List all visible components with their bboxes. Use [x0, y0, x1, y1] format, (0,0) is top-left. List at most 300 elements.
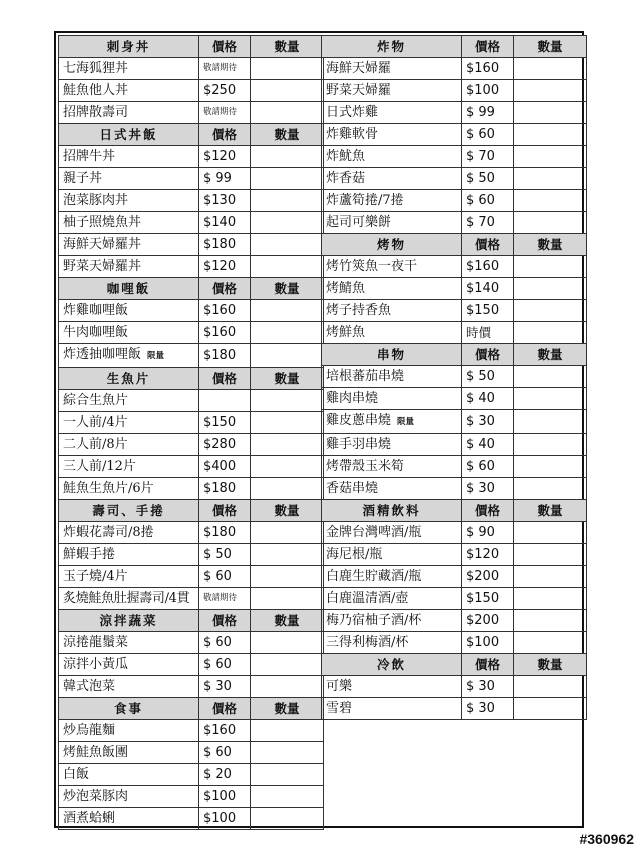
item-name-text: 炸雞咖哩飯	[63, 303, 129, 318]
item-price: $280	[199, 434, 251, 456]
item-name-text: 三得利梅酒/杯	[326, 635, 409, 650]
item-price: $130	[199, 190, 251, 212]
quantity-field[interactable]	[514, 168, 587, 190]
price-column-header: 價格	[199, 500, 251, 522]
item-name	[59, 742, 199, 764]
item-name-text: 雞手羽串燒	[326, 437, 392, 452]
item-name	[322, 300, 462, 322]
quantity-field[interactable]	[514, 300, 587, 322]
quantity-field[interactable]	[251, 322, 324, 344]
section-header	[59, 36, 324, 58]
item-price: $140	[462, 278, 514, 300]
quantity-field[interactable]	[514, 676, 587, 698]
item-name	[322, 212, 462, 234]
item-name	[322, 256, 462, 278]
menu-item-row	[59, 344, 324, 368]
quantity-field[interactable]	[251, 234, 324, 256]
menu-item-row	[59, 168, 324, 190]
menu-item-row	[59, 80, 324, 102]
item-name	[59, 300, 199, 322]
item-name-text: 涼捲龍鬚菜	[63, 635, 129, 650]
section-header	[322, 234, 587, 256]
item-price: $ 50	[462, 168, 514, 190]
item-name	[59, 80, 199, 102]
item-price: $400	[199, 456, 251, 478]
menu-item-row	[322, 698, 587, 720]
quantity-column-header: 數量	[514, 500, 587, 522]
menu-order-sheet	[54, 31, 584, 828]
item-price: $ 60	[462, 190, 514, 212]
menu-item-row	[322, 366, 587, 388]
item-price: $ 60	[199, 632, 251, 654]
item-name	[322, 544, 462, 566]
quantity-field[interactable]	[514, 698, 587, 720]
quantity-field[interactable]	[514, 478, 587, 500]
item-name-text: 烤帶殼玉米筍	[326, 459, 405, 474]
item-price: $100	[199, 786, 251, 808]
item-name-text: 烤鮭魚飯團	[63, 745, 129, 760]
item-name	[322, 522, 462, 544]
item-price: $ 30	[199, 676, 251, 698]
quantity-field[interactable]	[251, 344, 324, 368]
quantity-column-header: 數量	[251, 36, 324, 58]
item-name	[59, 456, 199, 478]
item-name	[59, 478, 199, 500]
menu-item-row	[322, 168, 587, 190]
item-price: $ 99	[199, 168, 251, 190]
item-name-text: 涼拌小黃瓜	[63, 657, 129, 672]
menu-item-row	[59, 234, 324, 256]
item-name-text: 日式炸雞	[326, 105, 379, 120]
item-name	[322, 566, 462, 588]
item-name-text: 海鮮天婦羅	[326, 61, 392, 76]
item-name-text: 海尼根/瓶	[326, 547, 383, 562]
item-price: $180	[199, 478, 251, 500]
item-price: $160	[462, 58, 514, 80]
item-price: $ 50	[199, 544, 251, 566]
menu-item-row	[59, 676, 324, 698]
quantity-field[interactable]	[514, 322, 587, 344]
price-column-header: 價格	[199, 610, 251, 632]
item-name-text: 白鹿生貯藏酒/瓶	[326, 569, 422, 584]
item-name-text: 招牌牛丼	[63, 149, 116, 164]
section-header	[59, 500, 324, 522]
item-price: $150	[462, 300, 514, 322]
quantity-field[interactable]	[514, 388, 587, 410]
quantity-field[interactable]	[251, 168, 324, 190]
item-name	[59, 58, 199, 80]
menu-item-row	[322, 102, 587, 124]
item-name-text: 白鹿溫清酒/壺	[326, 591, 409, 606]
item-price: $ 60	[462, 124, 514, 146]
item-price: $ 60	[462, 456, 514, 478]
quantity-field[interactable]	[514, 566, 587, 588]
quantity-field[interactable]	[514, 366, 587, 388]
quantity-field[interactable]	[514, 588, 587, 610]
item-name	[59, 808, 199, 830]
item-price: $ 20	[199, 764, 251, 786]
item-name	[322, 632, 462, 654]
item-name-text: 梅乃宿柚子酒/杯	[326, 613, 422, 628]
item-name-text: 鮮蝦手捲	[63, 547, 116, 562]
item-price: $250	[199, 80, 251, 102]
item-name-text: 玉子燒/4片	[63, 569, 128, 584]
quantity-field[interactable]	[251, 522, 324, 544]
quantity-field[interactable]	[251, 456, 324, 478]
menu-item-row	[322, 80, 587, 102]
item-price: $ 70	[462, 146, 514, 168]
item-price: $100	[462, 632, 514, 654]
section-title: 壽司、手捲	[59, 500, 199, 522]
item-name-text: 炸蘆筍捲/7捲	[326, 193, 404, 208]
menu-item-row	[59, 300, 324, 322]
item-name	[59, 764, 199, 786]
menu-item-row	[59, 102, 324, 124]
quantity-field[interactable]	[514, 146, 587, 168]
quantity-column-header: 數量	[514, 36, 587, 58]
menu-item-row	[322, 588, 587, 610]
item-name	[59, 676, 199, 698]
quantity-column-header: 數量	[251, 124, 324, 146]
menu-item-row	[59, 764, 324, 786]
menu-item-row	[322, 478, 587, 500]
menu-item-row	[59, 456, 324, 478]
item-name-text: 三人前/12片	[63, 459, 136, 474]
quantity-column-header: 數量	[251, 368, 324, 390]
menu-item-row	[322, 124, 587, 146]
item-name	[59, 390, 199, 412]
item-price: 敬請期待	[199, 588, 251, 610]
quantity-field[interactable]	[251, 632, 324, 654]
menu-item-row	[322, 632, 587, 654]
quantity-field[interactable]	[514, 544, 587, 566]
item-name	[59, 234, 199, 256]
quantity-field[interactable]	[251, 300, 324, 322]
item-name	[322, 388, 462, 410]
menu-item-row	[322, 212, 587, 234]
section-title: 串物	[322, 344, 462, 366]
quantity-field[interactable]	[514, 522, 587, 544]
item-name-text: 起司可樂餅	[326, 215, 392, 230]
left-menu-column	[58, 35, 324, 830]
item-name-text: 炸蝦花壽司/8捲	[63, 525, 154, 540]
quantity-field[interactable]	[251, 808, 324, 830]
quantity-field[interactable]	[514, 410, 587, 434]
item-name	[59, 786, 199, 808]
item-price: 敬請期待	[199, 102, 251, 124]
item-name-text: 野菜天婦羅	[326, 83, 392, 98]
item-name	[322, 102, 462, 124]
item-name	[322, 698, 462, 720]
item-price: 敬請期待	[199, 58, 251, 80]
quantity-field[interactable]	[514, 610, 587, 632]
section-title: 炸物	[322, 36, 462, 58]
quantity-field[interactable]	[514, 190, 587, 212]
item-name-text: 炒泡菜豚肉	[63, 789, 129, 804]
menu-item-row	[322, 146, 587, 168]
item-name	[59, 212, 199, 234]
item-name	[59, 434, 199, 456]
quantity-field[interactable]	[251, 676, 324, 698]
item-name	[59, 522, 199, 544]
menu-item-row	[322, 610, 587, 632]
item-price: $100	[462, 80, 514, 102]
quantity-field[interactable]	[251, 764, 324, 786]
quantity-field[interactable]	[251, 742, 324, 764]
quantity-field[interactable]	[251, 588, 324, 610]
section-header	[322, 654, 587, 676]
price-column-header: 價格	[462, 654, 514, 676]
section-title: 咖哩飯	[59, 278, 199, 300]
quantity-field[interactable]	[251, 544, 324, 566]
item-name-text: 親子丼	[63, 171, 103, 186]
item-name-text: 炸雞軟骨	[326, 127, 379, 142]
item-name-text: 韓式泡菜	[63, 679, 116, 694]
item-name	[322, 80, 462, 102]
item-name-text: 香菇串燒	[326, 481, 379, 496]
section-header	[322, 36, 587, 58]
item-name	[322, 456, 462, 478]
item-name	[322, 322, 462, 344]
section-header	[322, 344, 587, 366]
menu-item-row	[59, 742, 324, 764]
item-price: $ 60	[199, 654, 251, 676]
item-name-text: 二人前/8片	[63, 437, 128, 452]
quantity-field[interactable]	[251, 566, 324, 588]
item-name-text: 酒煮蛤蜊	[63, 811, 116, 826]
price-column-header: 價格	[199, 278, 251, 300]
quantity-field[interactable]	[251, 412, 324, 434]
item-name-text: 一人前/4片	[63, 415, 128, 430]
menu-item-row	[322, 190, 587, 212]
menu-item-row	[59, 146, 324, 168]
quantity-field[interactable]	[251, 146, 324, 168]
menu-item-row	[322, 322, 587, 344]
price-column-header: 價格	[462, 500, 514, 522]
item-name-text: 牛肉咖哩飯	[63, 325, 129, 340]
quantity-field[interactable]	[251, 212, 324, 234]
item-name-text: 七海狐狸丼	[63, 61, 129, 76]
section-title: 日式丼飯	[59, 124, 199, 146]
item-name-text: 雞皮蔥串燒	[326, 413, 392, 428]
quantity-field[interactable]	[514, 124, 587, 146]
item-price: $120	[199, 256, 251, 278]
item-name-text: 烤鮮魚	[326, 325, 366, 340]
quantity-column-header: 數量	[514, 654, 587, 676]
quantity-field[interactable]	[514, 278, 587, 300]
item-name-text: 泡菜豚肉丼	[63, 193, 129, 208]
quantity-field[interactable]	[514, 434, 587, 456]
item-price: $ 60	[199, 566, 251, 588]
item-name	[59, 412, 199, 434]
item-price: $120	[462, 544, 514, 566]
menu-item-row	[59, 654, 324, 676]
quantity-field[interactable]	[251, 256, 324, 278]
section-title: 生魚片	[59, 368, 199, 390]
menu-item-row	[322, 300, 587, 322]
item-name	[322, 58, 462, 80]
menu-item-row	[59, 522, 324, 544]
quantity-field[interactable]	[251, 390, 324, 412]
item-name	[322, 146, 462, 168]
quantity-field[interactable]	[251, 58, 324, 80]
section-title: 刺身丼	[59, 36, 199, 58]
item-name-text: 海鮮天婦羅丼	[63, 237, 142, 252]
item-name	[59, 322, 199, 344]
quantity-field[interactable]	[514, 58, 587, 80]
item-name-text: 培根蕃茄串燒	[326, 369, 405, 384]
item-name-text: 柚子照燒魚丼	[63, 215, 142, 230]
item-price	[199, 390, 251, 412]
item-name	[322, 676, 462, 698]
item-name-text: 野菜天婦羅丼	[63, 259, 142, 274]
item-price: $160	[462, 256, 514, 278]
menu-item-row	[322, 58, 587, 80]
menu-item-row	[59, 390, 324, 412]
item-name-text: 炸香菇	[326, 171, 366, 186]
quantity-field[interactable]	[251, 102, 324, 124]
menu-item-row	[322, 256, 587, 278]
menu-item-row	[59, 58, 324, 80]
price-column-header: 價格	[199, 368, 251, 390]
quantity-field[interactable]	[251, 80, 324, 102]
menu-item-row	[322, 676, 587, 698]
menu-item-row	[322, 434, 587, 456]
section-title: 烤物	[322, 234, 462, 256]
menu-item-row	[322, 456, 587, 478]
item-name	[322, 434, 462, 456]
menu-item-row	[59, 566, 324, 588]
price-column-header: 價格	[199, 124, 251, 146]
item-name-text: 炸魷魚	[326, 149, 366, 164]
item-name	[59, 146, 199, 168]
item-name	[59, 344, 199, 368]
quantity-field[interactable]	[514, 456, 587, 478]
section-header	[59, 610, 324, 632]
quantity-field[interactable]	[514, 102, 587, 124]
price-column-header: 價格	[199, 36, 251, 58]
menu-item-row	[59, 632, 324, 654]
section-header	[59, 368, 324, 390]
limited-tag: 限量	[397, 417, 415, 427]
item-price: $150	[462, 588, 514, 610]
quantity-column-header: 數量	[514, 234, 587, 256]
menu-item-row	[322, 566, 587, 588]
quantity-field[interactable]	[251, 720, 324, 742]
item-price: $ 40	[462, 388, 514, 410]
item-price: $180	[199, 522, 251, 544]
section-header	[59, 278, 324, 300]
item-name-text: 雞肉串燒	[326, 391, 379, 406]
menu-item-row	[322, 544, 587, 566]
item-name-text: 烤竹筴魚一夜干	[326, 259, 418, 274]
quantity-field[interactable]	[251, 434, 324, 456]
item-price: $140	[199, 212, 251, 234]
menu-item-row	[322, 388, 587, 410]
quantity-field[interactable]	[251, 190, 324, 212]
item-price: $ 70	[462, 212, 514, 234]
item-price: $ 60	[199, 742, 251, 764]
item-price: $160	[199, 720, 251, 742]
menu-item-row	[322, 522, 587, 544]
section-title: 涼拌蔬菜	[59, 610, 199, 632]
item-name	[59, 720, 199, 742]
menu-item-row	[322, 410, 587, 434]
menu-item-row	[59, 434, 324, 456]
item-price: $200	[462, 566, 514, 588]
price-column-header: 價格	[462, 36, 514, 58]
item-name-text: 可樂	[326, 679, 353, 694]
quantity-field[interactable]	[514, 256, 587, 278]
menu-item-row	[59, 190, 324, 212]
item-name	[59, 190, 199, 212]
item-price: 時價	[462, 322, 514, 344]
menu-item-row	[59, 588, 324, 610]
item-name	[59, 256, 199, 278]
menu-item-row	[59, 256, 324, 278]
menu-item-row	[59, 478, 324, 500]
price-column-header: 價格	[199, 698, 251, 720]
item-name-text: 鮭魚他人丼	[63, 83, 129, 98]
item-name	[322, 190, 462, 212]
quantity-column-header: 數量	[251, 698, 324, 720]
quantity-field[interactable]	[514, 80, 587, 102]
item-name-text: 白飯	[63, 767, 90, 782]
item-name-text: 烤子持香魚	[326, 303, 392, 318]
item-name	[322, 168, 462, 190]
item-price: $ 30	[462, 676, 514, 698]
menu-item-row	[59, 322, 324, 344]
item-price: $ 30	[462, 698, 514, 720]
quantity-column-header: 數量	[251, 278, 324, 300]
item-name-text: 雪碧	[326, 701, 353, 716]
section-header	[59, 124, 324, 146]
quantity-column-header: 數量	[514, 344, 587, 366]
item-price: $ 90	[462, 522, 514, 544]
item-price: $120	[199, 146, 251, 168]
item-name	[59, 632, 199, 654]
item-price: $100	[199, 808, 251, 830]
menu-item-row	[59, 412, 324, 434]
right-menu-column	[321, 35, 587, 720]
item-name	[322, 366, 462, 388]
section-title: 食事	[59, 698, 199, 720]
item-price: $200	[462, 610, 514, 632]
item-name-text: 炙燒鮭魚肚握壽司/4貫	[63, 591, 190, 606]
item-price: $160	[199, 300, 251, 322]
quantity-field[interactable]	[514, 632, 587, 654]
quantity-field[interactable]	[251, 654, 324, 676]
item-price: $180	[199, 234, 251, 256]
item-name	[59, 588, 199, 610]
menu-item-row	[59, 786, 324, 808]
section-title: 冷飲	[322, 654, 462, 676]
menu-item-row	[59, 808, 324, 830]
price-column-header: 價格	[462, 234, 514, 256]
limited-tag: 限量	[147, 351, 165, 361]
item-name	[322, 610, 462, 632]
section-header	[322, 500, 587, 522]
item-name	[59, 168, 199, 190]
menu-item-row	[59, 212, 324, 234]
item-price: $ 30	[462, 478, 514, 500]
quantity-field[interactable]	[251, 478, 324, 500]
quantity-field[interactable]	[514, 212, 587, 234]
quantity-field[interactable]	[251, 786, 324, 808]
price-column-header: 價格	[462, 344, 514, 366]
item-name	[322, 124, 462, 146]
menu-item-row	[59, 720, 324, 742]
